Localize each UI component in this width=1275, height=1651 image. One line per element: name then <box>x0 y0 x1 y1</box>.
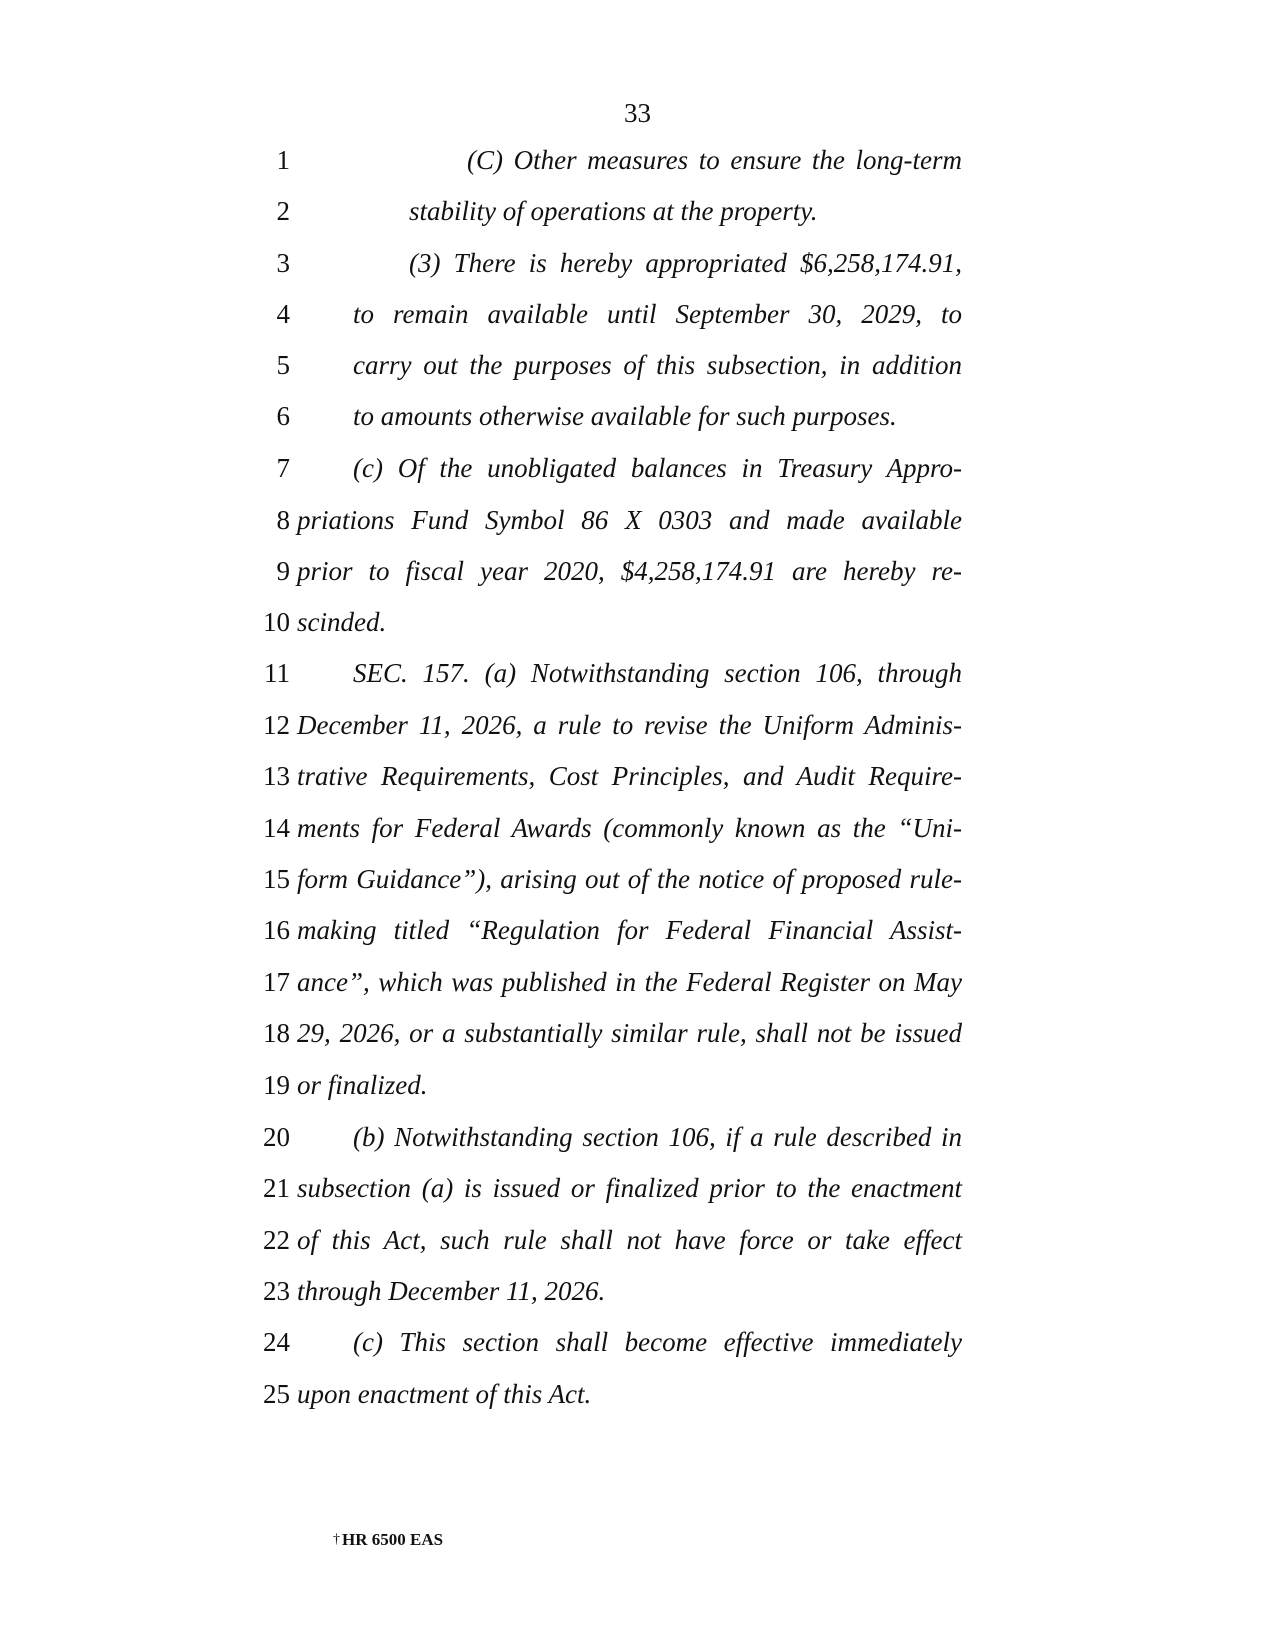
text-line <box>0 1374 1275 1414</box>
line-text: priations Fund Symbol 86 X 0303 and made available <box>297 505 962 535</box>
text-line <box>0 551 1275 591</box>
line-text: or finalized. <box>297 1070 428 1100</box>
line-text: (c) This section shall become effective immediately <box>353 1327 962 1357</box>
line-number: 22 <box>263 1225 290 1255</box>
line-number: 2 <box>276 196 290 226</box>
line-text: stability of operations at the property. <box>409 196 818 226</box>
text-line <box>0 1220 1275 1260</box>
text-line <box>0 602 1275 642</box>
text-line <box>0 448 1275 488</box>
text-line <box>0 1117 1275 1157</box>
text-line <box>0 345 1275 385</box>
line-number: 17 <box>263 967 290 997</box>
text-line <box>0 500 1275 540</box>
text-line <box>0 756 1275 796</box>
text-line <box>0 1322 1275 1362</box>
line-number: 7 <box>276 453 290 483</box>
line-text: (c) Of the unobligated balances in Treasury Appro- <box>353 453 962 483</box>
line-text: of this Act, such rule shall not have force or take effect <box>297 1225 962 1255</box>
line-number: 9 <box>276 556 290 586</box>
line-number: 1 <box>276 145 290 175</box>
line-text: (3) There is hereby appropriated $6,258,174.91, <box>409 248 962 278</box>
line-text: trative Requirements, Cost Principles, and Audit Require- <box>297 761 962 791</box>
line-text: subsection (a) is issued or finalized prior to the enactment <box>297 1173 962 1203</box>
text-line <box>0 962 1275 1002</box>
line-text: form Guidance”), arising out of the notice of proposed rule- <box>297 864 962 894</box>
line-number: 10 <box>263 607 290 637</box>
document-footer <box>333 1530 443 1550</box>
line-text: to amounts otherwise available for such purposes. <box>353 401 897 431</box>
line-number: 4 <box>276 299 290 329</box>
line-text: (C) Other measures to ensure the long-term <box>467 145 962 175</box>
text-line <box>0 396 1275 436</box>
dagger-mark: † <box>333 1532 340 1547</box>
text-line <box>0 910 1275 950</box>
line-number: 21 <box>263 1173 290 1203</box>
line-text: upon enactment of this Act. <box>297 1379 592 1409</box>
text-line <box>0 653 1275 693</box>
line-text: December 11, 2026, a rule to revise the Uniform Adminis- <box>297 710 962 740</box>
line-number: 15 <box>263 864 290 894</box>
text-line <box>0 191 1275 231</box>
text-line <box>0 705 1275 745</box>
line-number: 18 <box>263 1018 290 1048</box>
line-number: 20 <box>263 1122 290 1152</box>
line-number: 5 <box>276 350 290 380</box>
text-line <box>0 1013 1275 1053</box>
page-number: 33 <box>624 98 651 128</box>
text-line <box>0 294 1275 334</box>
line-text: carry out the purposes of this subsection, in addition <box>353 350 962 380</box>
line-number: 16 <box>263 915 290 945</box>
line-text: making titled “Regulation for Federal Financial Assist- <box>297 915 962 945</box>
text-line <box>0 243 1275 283</box>
line-number: 25 <box>263 1379 290 1409</box>
line-number: 3 <box>276 248 290 278</box>
line-number: 19 <box>263 1070 290 1100</box>
line-number: 6 <box>276 401 290 431</box>
line-text: ance”, which was published in the Federal Register on May <box>297 967 962 997</box>
line-number: 8 <box>276 505 290 535</box>
line-text: SEC. 157. (a) Notwithstanding section 106, through <box>353 658 962 688</box>
text-line <box>0 140 1275 180</box>
text-line <box>0 1065 1275 1105</box>
line-number: 12 <box>263 710 290 740</box>
line-text: to remain available until September 30, 2029, to <box>353 299 962 329</box>
line-number: 23 <box>263 1276 290 1306</box>
text-line <box>0 808 1275 848</box>
line-text: ments for Federal Awards (commonly known as the “Uni- <box>297 813 962 843</box>
text-line <box>0 1168 1275 1208</box>
bill-identifier: HR 6500 EAS <box>342 1530 444 1549</box>
line-text: (b) Notwithstanding section 106, if a rule described in <box>353 1122 962 1152</box>
line-text: 29, 2026, or a substantially similar rule, shall not be issued <box>297 1018 962 1048</box>
line-number: 13 <box>263 761 290 791</box>
text-line <box>0 859 1275 899</box>
line-text: scinded. <box>297 607 387 637</box>
line-number: 14 <box>263 813 290 843</box>
line-number: 11 <box>264 658 290 688</box>
line-text: through December 11, 2026. <box>297 1276 606 1306</box>
line-text: prior to fiscal year 2020, $4,258,174.91 are hereby re- <box>297 556 962 586</box>
text-line <box>0 1271 1275 1311</box>
line-number: 24 <box>263 1327 290 1357</box>
